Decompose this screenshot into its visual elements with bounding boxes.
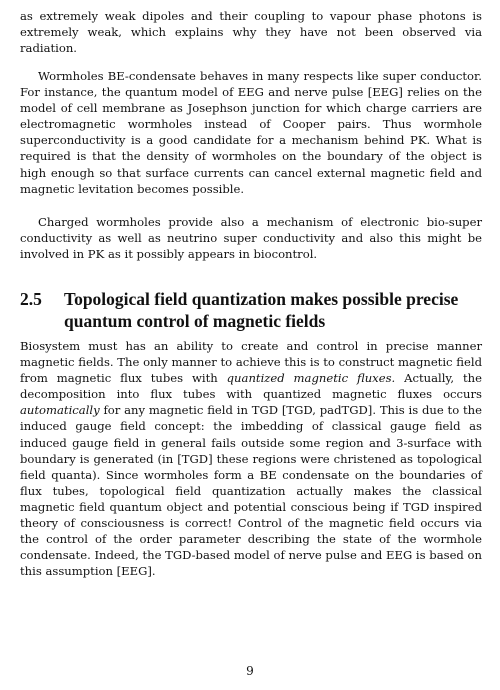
body-text-3: for any magnetic field in TGD [TGD, padTGD]. This is due to the induced gauge field concept: the imbedding of classical gauge field as induced gauge field in general fails outside some region and 3-surface with boundary is generated (in [TGD] these regions were christened as topological field quanta). Since wormholes form a BE condensate on the boundaries of flux tubes, topological field quantization actually makes the classical magnetic field quantum object and potential conscious being if TGD inspired theory of consciousness is correct! Control of the magnetic field occurs via the control of the order parameter describing the state of the wormhole condensate. Indeed, the TGD-based model of nerve pulse and EEG is based on this assumption [EEG]. xyxy=(20,403,482,579)
body-text-1: Biosystem must has an ability to create and control in precise manner magnetic fields. The only manner to achieve this is to construct magnetic field from magnetic flux tubes with xyxy=(20,339,482,386)
section-number: 2.5 xyxy=(20,289,42,309)
paragraph-continuation: as extremely weak dipoles and their coupling to vapour phase photons is extremely weak, which explains why they have not been observed via radiation. xyxy=(20,9,482,56)
section-heading xyxy=(20,288,482,332)
paragraph-section-body xyxy=(20,338,482,579)
emphasis-automatically: automatically xyxy=(20,403,100,418)
paragraph-charged-wormholes: Charged wormholes provide also a mechanism of electronic bio-super conductivity as well as neutrino super conductivity and also this might be involved in PK as it possibly appears in biocontrol. xyxy=(20,215,482,262)
body-text-2: Actually, the decomposition into flux tubes with quantized magnetic fluxes occurs xyxy=(20,371,482,402)
section-title: Topological field quantization makes possible precise quantum control of magnetic fields xyxy=(64,289,459,331)
paragraph-wormhole-superconductivity: Wormholes BE-condensate behaves in many respects like super conductor. For instance, the quantum model of EEG and nerve pulse [EEG] relies on the model of cell membrane as Josephson junction for which charge carriers are electromagnetic wormholes instead of Cooper pairs. Thus wormhole superconductivity is a good candidate for a mechanism behind PK. What is required is that the density of wormholes on the boundary of the object is high enough so that surface currents can cancel external magnetic field and magnetic levitation becomes possible. xyxy=(20,69,482,196)
page-number: 9 xyxy=(246,664,254,678)
emphasis-quantized-fluxes: quantized magnetic fluxes. xyxy=(226,371,396,386)
